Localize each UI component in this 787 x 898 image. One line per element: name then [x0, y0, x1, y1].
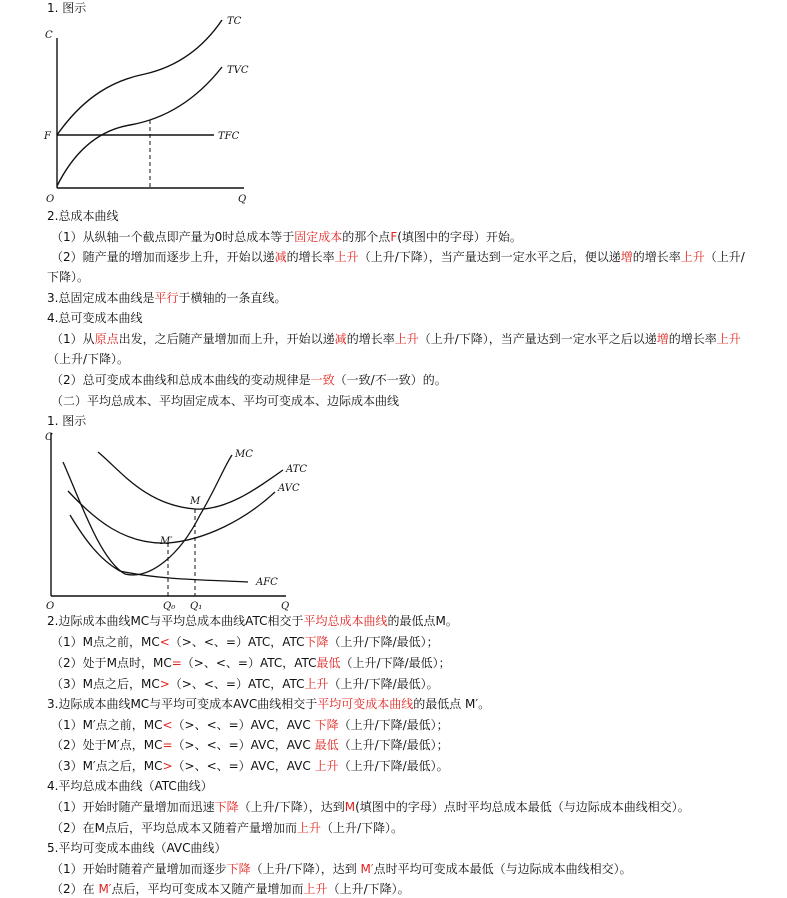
text-segment: （2）处于M点时，MC: [51, 656, 172, 670]
fig2-q1-label: Q₁: [190, 601, 203, 612]
text-line: [51, 655, 451, 671]
fig2-avc-label: AVC: [278, 483, 300, 494]
answer-text: 上升: [303, 882, 328, 896]
text-segment: （2）在: [51, 882, 99, 896]
text-segment: （上升/下降），当产量达到一定水平之后，便以递: [358, 250, 621, 264]
answer-text: M′: [360, 862, 374, 876]
text-segment: （2）处于M′点，MC: [51, 738, 163, 752]
answer-text: 上升: [680, 250, 705, 264]
text-segment: 出发，之后随产量增加而上升，开始以递: [118, 332, 335, 346]
fig1-tc-label: TC: [227, 16, 242, 27]
text-segment: （1）从: [51, 332, 95, 346]
fig2-atc-label: ATC: [286, 464, 307, 475]
answer-text: >: [159, 677, 170, 691]
text-segment: 点后，平均可变成本又随产量增加而: [111, 882, 304, 896]
text-line: [47, 310, 142, 326]
text-line: [47, 696, 490, 712]
text-segment: （上升/: [704, 250, 745, 264]
fig2-axis-y-label: C: [45, 432, 53, 443]
text-line: [51, 249, 745, 265]
text-segment: （二）平均总成本、平均固定成本、平均可变成本、边际成本曲线: [51, 394, 400, 408]
answer-text: 最低: [316, 656, 341, 670]
fig2-point-m-label: M: [190, 496, 201, 507]
text-line: [51, 634, 439, 650]
text-line: [51, 676, 439, 692]
answer-text: 平行: [154, 291, 179, 305]
text-segment: 的最低点M。: [387, 614, 458, 628]
fig1-tc-curve: [57, 20, 222, 135]
fig1-tvc-label: TVC: [227, 65, 249, 76]
text-line: [51, 861, 632, 877]
text-segment: （上升/下降），达到: [250, 862, 361, 876]
answer-text: =: [171, 656, 182, 670]
text-line: [51, 799, 690, 815]
text-segment: （2）总可变成本曲线和总成本曲线的变动规律是: [51, 373, 311, 387]
text-line: [47, 613, 458, 629]
text-segment: （1）开始时随产量增加而迅速: [51, 800, 215, 814]
text-line: [47, 208, 118, 224]
text-segment: （3）M点之后，MC: [51, 677, 160, 691]
fig2-axis-x-label: Q: [281, 601, 290, 612]
fig2-origin-label: O: [46, 601, 55, 612]
text-line: [51, 717, 449, 733]
text-segment: （上升/下降/最低）。: [328, 677, 439, 691]
text-segment: （2）在M点后，平均总成本又随着产量增加而: [51, 821, 297, 835]
answer-text: 一致: [310, 373, 335, 387]
answer-text: 上升: [334, 250, 359, 264]
fig1-caption: 1. 图示: [47, 1, 87, 15]
answer-text: 原点: [94, 332, 119, 346]
text-segment: （>、<、=）AVC，AVC: [172, 759, 315, 773]
answer-text: 平均可变成本曲线: [317, 697, 414, 711]
fig2-mc-curve: [63, 455, 232, 575]
text-segment: （上升/下降/最低）。: [338, 759, 449, 773]
text-segment: （3）M′点之后，MC: [51, 759, 163, 773]
answer-text: M′: [98, 882, 112, 896]
fig1-axis-y-label: C: [45, 30, 53, 41]
text-segment: （一致/不一致）的。: [334, 373, 447, 387]
answer-text: 增: [656, 332, 669, 346]
text-segment: （上升/下降/最低）；: [338, 718, 449, 732]
text-segment: 3.总固定成本曲线是: [47, 291, 155, 305]
text-line: [47, 269, 89, 285]
text-segment: （上升/下降/最低）；: [328, 635, 439, 649]
text-line: [51, 229, 522, 245]
text-line: [47, 778, 213, 794]
text-segment: 的增长率: [286, 250, 335, 264]
text-segment: （>、<、=）ATC，ATC: [181, 656, 317, 670]
fig2-afc-label: AFC: [256, 577, 278, 588]
fig2-caption: 1. 图示: [47, 414, 87, 428]
text-segment: （>、<、=）ATC，ATC: [169, 635, 305, 649]
text-segment: 的最低点 M′。: [413, 697, 491, 711]
answer-text: =: [162, 738, 173, 752]
text-line: [51, 331, 741, 347]
text-segment: 2.边际成本曲线MC与平均总成本曲线ATC相交于: [47, 614, 304, 628]
text-segment: 的增长率: [632, 250, 681, 264]
text-segment: 4.平均总成本曲线（ATC曲线）: [47, 779, 213, 793]
text-segment: 4.总可变成本曲线: [47, 311, 143, 325]
text-segment: （1）开始时随着产量增加而逐步: [51, 862, 227, 876]
text-segment: 的那个点: [342, 230, 391, 244]
text-line: [47, 351, 129, 367]
fig1-point-f-label: F: [44, 131, 51, 142]
answer-text: 最低: [314, 738, 339, 752]
fig1-total-cost-chart: [43, 16, 249, 205]
text-line: [51, 393, 399, 409]
answer-text: <: [159, 635, 170, 649]
text-segment: (填图中的字母）开始。: [397, 230, 522, 244]
answer-text: 平均总成本曲线: [303, 614, 388, 628]
fig2-q0-label: Q₀: [163, 601, 176, 612]
text-segment: （上升/下降），当产量达到一定水平之后以递: [418, 332, 657, 346]
text-line: [47, 840, 226, 856]
answer-text: 下降: [314, 718, 339, 732]
text-segment: （上升/下降）。: [321, 821, 404, 835]
answer-text: 增: [620, 250, 633, 264]
answer-text: 上升: [394, 332, 419, 346]
text-segment: 点时平均可变成本最低（与边际成本曲线相交）。: [373, 862, 632, 876]
answer-text: M: [344, 800, 356, 814]
fig2-mc-label: MC: [235, 449, 253, 460]
text-segment: （1）M′点之前，MC: [51, 718, 163, 732]
text-segment: （上升/下降），达到: [238, 800, 345, 814]
text-segment: （2）随产量的增加而逐步上升，开始以递: [51, 250, 275, 264]
fig2-average-cost-chart: [45, 432, 307, 612]
answer-text: 上升: [297, 821, 322, 835]
answer-text: 上升: [314, 759, 339, 773]
text-segment: （1）从纵轴一个截点即产量为0时总成本等于: [51, 230, 295, 244]
text-segment: （>、<、=）AVC，AVC: [172, 718, 315, 732]
text-segment: 2.总成本曲线: [47, 209, 119, 223]
fig1-tvc-curve: [57, 67, 222, 186]
text-segment: （上升/下降）。: [47, 352, 130, 366]
text-segment: 下降）。: [47, 270, 90, 284]
text-segment: (填图中的字母）点时平均总成本最低（与边际成本曲线相交）。: [355, 800, 690, 814]
answer-text: 固定成本: [294, 230, 343, 244]
answer-text: 减: [274, 250, 287, 264]
fig1-tfc-label: TFC: [218, 131, 240, 142]
text-segment: 3.边际成本曲线MC与平均可变成本AVC曲线相交于: [47, 697, 318, 711]
text-segment: （上升/下降/最低）；: [340, 656, 451, 670]
text-segment: （上升/下降/最低）；: [338, 738, 449, 752]
text-line: [51, 820, 403, 836]
answer-text: 下降: [304, 635, 329, 649]
text-segment: （>、<、=）AVC，AVC: [172, 738, 315, 752]
answer-text: 下降: [214, 800, 239, 814]
answer-text: 上升: [716, 332, 741, 346]
text-segment: （>、<、=）ATC，ATC: [169, 677, 305, 691]
text-segment: 5.平均可变成本曲线（AVC曲线）: [47, 841, 227, 855]
text-line: [51, 372, 447, 388]
text-segment: 的增长率: [668, 332, 717, 346]
answer-text: 减: [334, 332, 347, 346]
text-line: [51, 737, 449, 753]
text-segment: （上升/下降）。: [327, 882, 410, 896]
text-segment: （1）M点之前，MC: [51, 635, 160, 649]
text-line: [51, 881, 410, 897]
text-segment: 的增长率: [346, 332, 395, 346]
fig2-afc-curve: [70, 515, 248, 582]
fig1-axis-x-label: Q: [238, 194, 247, 205]
text-segment: 于横轴的一条直线。: [178, 291, 287, 305]
fig2-point-m-prime-label: M′: [160, 536, 173, 547]
text-line: [51, 758, 449, 774]
text-line: [47, 290, 286, 306]
answer-text: <: [162, 718, 173, 732]
answer-text: 下降: [226, 862, 251, 876]
answer-text: 上升: [304, 677, 329, 691]
answer-text: >: [162, 759, 173, 773]
fig1-origin-label: O: [46, 194, 55, 205]
answer-text: F: [390, 230, 398, 244]
